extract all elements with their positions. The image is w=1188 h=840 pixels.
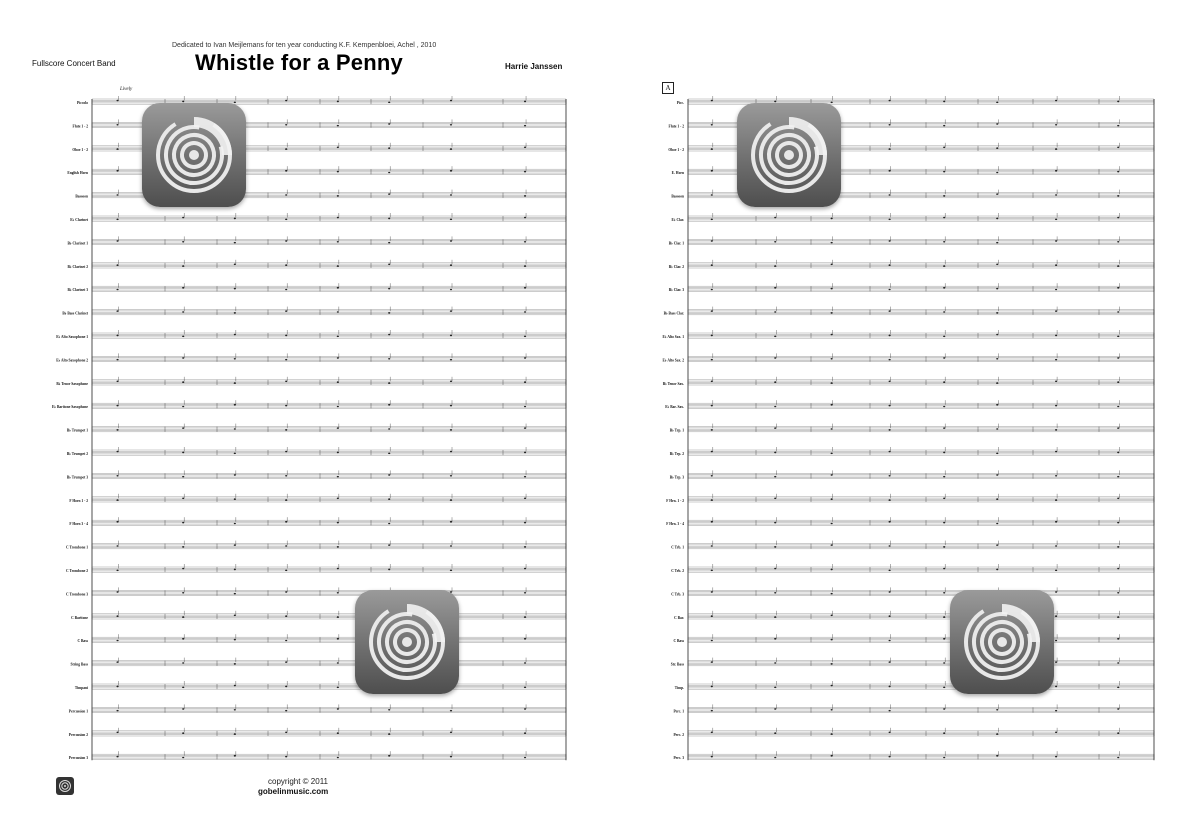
instrument-label: B♭ Clarinet 2 [67,264,88,269]
instrument-label: Picc. [676,101,684,105]
instrument-label: Percussion 1 [68,709,88,714]
instrument-label: C Trb. 1 [671,545,684,550]
instrument-label: Flute 1 - 2 [668,124,684,129]
watermark-logo-icon [142,103,246,207]
instrument-label: Oboe 1 - 2 [72,147,88,152]
watermark-logo-icon [355,590,459,694]
instrument-label: Flute 1 - 2 [72,124,88,129]
instrument-label: E♭ Alto Saxophone 1 [56,335,88,339]
instrument-label: Str. Bass [670,662,684,667]
instrument-label: C Baritone [71,615,88,620]
instrument-label: C Bass [77,639,88,644]
instrument-label: C Bass [673,639,684,644]
instrument-label: English Horn [67,171,88,176]
instrument-label: E♭ Alto Sax. 1 [662,335,684,339]
score-title: Whistle for a Penny [195,50,403,75]
instrument-label: String Bass [70,662,88,667]
instrument-label: E. Horn [671,171,684,176]
instrument-label: C Trombone 3 [66,592,88,597]
instrument-label: C Trombone 1 [66,545,88,550]
instrument-label: Bassoon [75,194,88,199]
rehearsal-mark: A [662,82,674,94]
instrument-label: F Hrn. 3 - 4 [666,522,684,527]
tempo-marking: Lively [120,87,133,92]
instrument-label: F Horn 1 - 2 [69,498,88,503]
instrument-label: B♭ Trp. 1 [669,428,684,433]
instrument-label: B♭ Clar. 1 [668,241,684,246]
instrument-label: Oboe 1 - 2 [668,147,684,152]
instrument-label: E♭ Bar. Sax. [665,405,684,410]
instrument-label: Timpani [74,686,88,690]
dedication-text: Dedicated to Ivan Meijlemans for ten year conducting K.F. Kempenbloei, Achel , 2010 [172,42,437,49]
instrument-label: F Horn 3 - 4 [69,522,88,527]
instrument-label: Percussion 2 [68,732,88,737]
watermark-logo-icon [737,103,841,207]
instrument-label: B♭ Clarinet 3 [67,288,88,293]
instrument-label: B♭ Bass Clar. [663,311,684,316]
instrument-label: C Trombone 2 [66,569,88,573]
instrument-label: B♭ Clarinet 1 [67,241,88,246]
instrument-label: E♭ Baritone Saxophone [51,405,88,410]
ensemble-label: Fullscore Concert Band [32,59,116,68]
website-link[interactable]: gobelinmusic.com [258,787,329,796]
instrument-label: E♭ Clar. [671,218,684,222]
instrument-label: B♭ Clar. 2 [668,264,684,269]
instrument-label: Percussion 3 [68,756,88,761]
copyright-text: copyright © 2011 [268,777,329,786]
instrument-label: E♭ Alto Saxophone 2 [56,358,88,363]
instrument-label: Bassoon [671,194,684,199]
instrument-label: F Hrn. 1 - 2 [666,498,684,503]
instrument-label: B♭ Trp. 2 [669,452,684,456]
instrument-label: Perc. 2 [673,732,684,737]
instrument-label: Perc. 3 [673,756,684,761]
instrument-label: C Trb. 2 [671,569,684,573]
instrument-label: B♭ Tenor Sax. [662,381,684,386]
left-system [52,96,566,760]
instrument-label: B♭ Bass Clarinet [62,311,88,316]
instrument-label: B♭ Clar. 3 [668,288,684,293]
instrument-label: B♭ Tenor Saxophone [56,381,88,386]
instrument-label: Piccolo [77,101,88,105]
composer-name: Harrie Janssen [505,62,563,71]
instrument-label: B♭ Trumpet 3 [66,475,88,480]
instrument-label: Timp. [674,686,684,690]
instrument-label: B♭ Trumpet 1 [66,428,88,433]
instrument-label: B♭ Trp. 3 [669,475,684,480]
instrument-label: E♭ Clarinet [70,218,88,222]
instrument-label: C Trb. 3 [671,592,684,597]
instrument-label: B♭ Trumpet 2 [66,452,88,456]
instrument-label: C Bar. [674,615,684,620]
instrument-label: Perc. 1 [673,709,684,714]
instrument-label: E♭ Alto Sax. 2 [662,358,684,363]
watermark-logo-icon [950,590,1054,694]
